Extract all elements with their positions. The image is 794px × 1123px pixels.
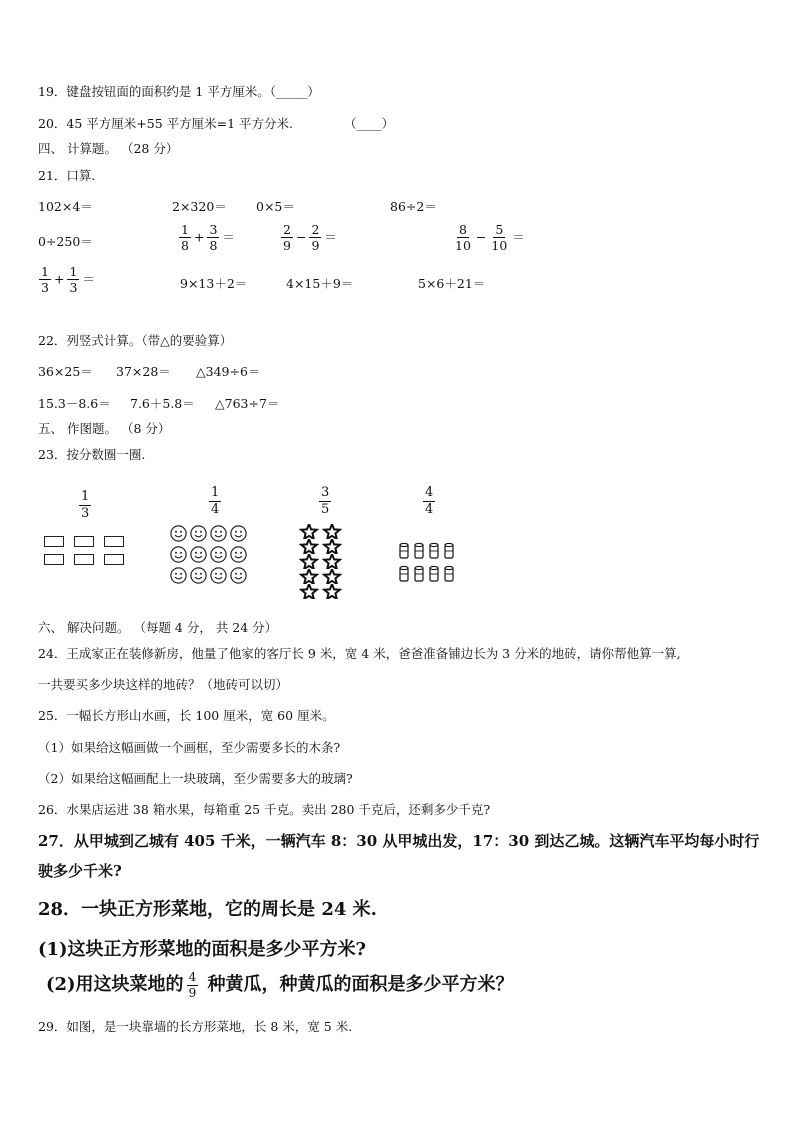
calc-item: 86÷2＝ bbox=[390, 199, 437, 214]
star-icon bbox=[299, 569, 319, 584]
rectangle-shape bbox=[74, 554, 94, 565]
star-icon bbox=[299, 524, 319, 539]
star-icon bbox=[299, 539, 319, 554]
question-28: 28．一块正方形菜地，它的周长是 24 米. bbox=[38, 899, 377, 920]
question-27-line-1: 27．从甲城到乙城有 405 千米，一辆汽车 8：30 从甲城出发，17：30 到达乙城。这辆汽车平均每小时行 bbox=[38, 832, 760, 850]
star-group bbox=[299, 524, 342, 599]
calc-item: 5×6＋21＝ bbox=[418, 276, 486, 291]
fraction: $\frac{8}{10}$ bbox=[455, 222, 471, 254]
fraction: $\frac{1}{3}$ bbox=[69, 264, 78, 296]
rectangle-shape bbox=[44, 536, 64, 547]
fraction: $\frac{1}{8}$ bbox=[181, 222, 189, 254]
can-icon bbox=[444, 565, 454, 583]
smiley-icon bbox=[190, 567, 207, 584]
question-25: 25．一幅长方形山水画，长 100 厘米，宽 60 厘米。 bbox=[38, 708, 335, 723]
rectangle-shape bbox=[44, 554, 64, 565]
fraction: $\frac{4}{9}$ bbox=[188, 969, 197, 1000]
question-24-line-1: 24．王成家正在装修新房，他量了他家的客厅长 9 米，宽 4 米，爸爸准备铺边长为 3 分米的地砖，请你帮他算一算, bbox=[38, 646, 681, 661]
fraction: $\frac{3}{8}$ bbox=[209, 222, 218, 254]
question-22: 22．列竖式计算。（带△的要验算） bbox=[38, 333, 233, 348]
calc-item: 102×4＝ bbox=[38, 199, 93, 214]
smiley-icon bbox=[170, 567, 187, 584]
vertical-calc-item: 36×25＝ bbox=[38, 364, 93, 379]
fraction-label: $\frac{1}{4}$ bbox=[211, 485, 220, 517]
question-25-part-1: （1）如果给这幅画做一个画框，至少需要多长的木条? bbox=[38, 740, 341, 755]
smiley-icon bbox=[230, 567, 247, 584]
smiley-group bbox=[170, 525, 247, 584]
fraction: $\frac{2}{9}$ bbox=[311, 222, 320, 254]
fraction: $\frac{1}{3}$ bbox=[41, 264, 49, 296]
question-19: 19．键盘按钮面的面积约是 1 平方厘米。（_____） bbox=[38, 84, 320, 99]
question-29: 29．如图，是一块靠墙的长方形菜地，长 8 米，宽 5 米. bbox=[38, 1019, 353, 1034]
rectangle-shape bbox=[74, 536, 94, 547]
smiley-icon bbox=[230, 546, 247, 563]
calc-item: 0÷250＝ bbox=[38, 234, 93, 249]
calc-item: 0×5＝ bbox=[256, 199, 295, 214]
star-icon bbox=[322, 524, 342, 539]
question-24-line-2: 一共要买多少块这样的地砖？（地砖可以切） bbox=[38, 677, 289, 692]
calc-fraction-expression: $\frac{2}{9}$ − $\frac{2}{9}$ ＝ bbox=[283, 222, 337, 254]
star-icon bbox=[322, 539, 342, 554]
section-6-heading: 六、 解决问题。 （每题 4 分， 共 24 分） bbox=[38, 620, 278, 635]
question-27-line-2: 驶多少千米? bbox=[38, 862, 122, 880]
calc-item: 4×15＋9＝ bbox=[286, 276, 354, 291]
question-25-part-2: （2）如果给这幅画配上一块玻璃，至少需要多大的玻璃? bbox=[38, 771, 353, 786]
question-28-part-1: (1)这块正方形菜地的面积是多少平方米? bbox=[38, 939, 367, 960]
question-23: 23．按分数圈一圈. bbox=[38, 447, 146, 462]
star-icon bbox=[299, 584, 319, 599]
can-icon bbox=[429, 542, 439, 560]
can-icon bbox=[399, 565, 409, 583]
smiley-icon bbox=[210, 567, 227, 584]
vertical-calc-item: 37×28＝ bbox=[116, 364, 171, 379]
smiley-icon bbox=[190, 525, 207, 542]
rectangle-shape bbox=[104, 536, 124, 547]
can-icon bbox=[444, 542, 454, 560]
question-21: 21．口算. bbox=[38, 168, 96, 183]
calc-item: 2×320＝ bbox=[172, 199, 227, 214]
can-group bbox=[399, 542, 454, 583]
vertical-calc-item: 7.6＋5.8＝ bbox=[130, 396, 195, 411]
can-icon bbox=[399, 542, 409, 560]
can-icon bbox=[414, 565, 424, 583]
smiley-icon bbox=[170, 525, 187, 542]
section-4-heading: 四、 计算题。 （28 分） bbox=[38, 141, 179, 156]
can-icon bbox=[414, 542, 424, 560]
star-icon bbox=[322, 569, 342, 584]
rectangle-group bbox=[44, 536, 122, 565]
rectangle-shape bbox=[104, 554, 124, 565]
calc-item: 9×13＋2＝ bbox=[180, 276, 248, 291]
star-icon bbox=[322, 584, 342, 599]
smiley-icon bbox=[210, 546, 227, 563]
smiley-icon bbox=[210, 525, 227, 542]
smiley-icon bbox=[230, 525, 247, 542]
vertical-calc-item: 15.3－8.6＝ bbox=[38, 396, 111, 411]
fraction-label: $\frac{1}{3}$ bbox=[81, 489, 90, 521]
fraction: $\frac{5}{10}$ bbox=[491, 222, 508, 254]
fraction-label: $\frac{4}{4}$ bbox=[425, 485, 434, 517]
calc-fraction-expression: $\frac{1}{8}$ + $\frac{3}{8}$ ＝ bbox=[181, 222, 235, 254]
vertical-calc-item: △763÷7＝ bbox=[215, 396, 280, 411]
calc-fraction-expression: $\frac{1}{3}$ + $\frac{1}{3}$ ＝ bbox=[41, 264, 95, 296]
fraction-label: $\frac{3}{5}$ bbox=[321, 485, 330, 517]
vertical-calc-item: △349÷6＝ bbox=[196, 364, 261, 379]
question-26: 26．水果店运进 38 箱水果，每箱重 25 千克。卖出 280 千克后，还剩多少千克? bbox=[38, 802, 491, 817]
fraction: $\frac{2}{9}$ bbox=[283, 222, 291, 254]
calc-fraction-expression: $\frac{8}{10}$ − $\frac{5}{10}$ ＝ bbox=[455, 222, 525, 254]
question-20-blank: （____） bbox=[344, 116, 395, 131]
question-20: 20．45 平方厘米+55 平方厘米=1 平方分米. bbox=[38, 116, 294, 131]
smiley-icon bbox=[190, 546, 207, 563]
question-28-part-2: (2)用这块菜地的 $\frac{4}{9}$ 种黄瓜，种黄瓜的面积是多少平方米？ bbox=[46, 969, 514, 1000]
star-icon bbox=[322, 554, 342, 569]
can-icon bbox=[429, 565, 439, 583]
section-5-heading: 五、 作图题。 （8 分） bbox=[38, 421, 171, 436]
smiley-icon bbox=[170, 546, 187, 563]
star-icon bbox=[299, 554, 319, 569]
